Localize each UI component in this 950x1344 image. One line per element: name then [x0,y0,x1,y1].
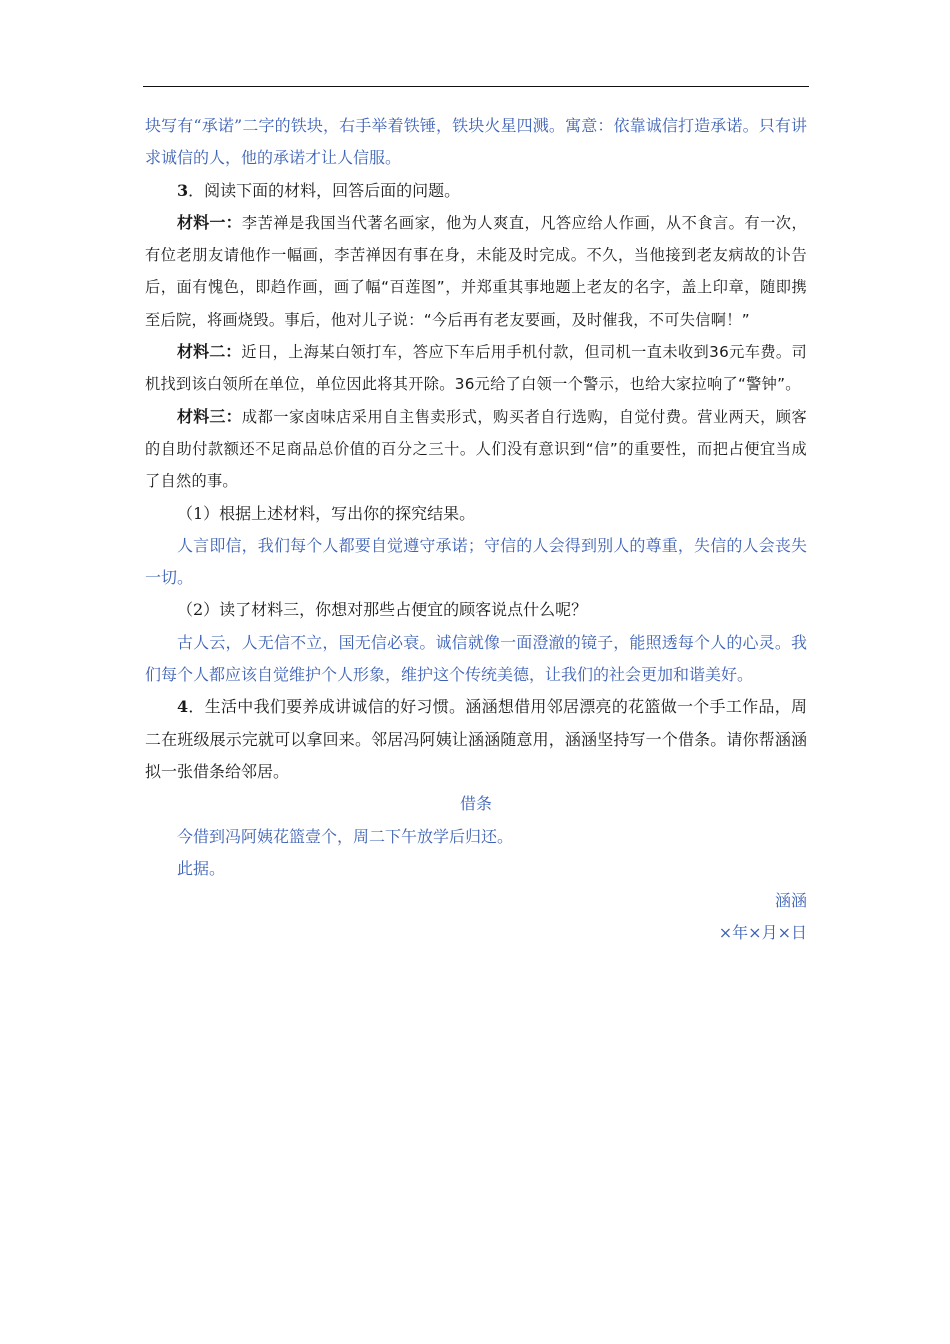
iou-closing: 此据。 [177,858,226,878]
material-3-text: 成都一家卤味店采用自主售卖形式，购买者自行选购，自觉付费。营业两天，顾客的自助付款额还不足商品总价值的百分之三十。人们没有意识到“信”的重要性，而把占便宜当成了自然的事。 [145,407,807,491]
subquestion-1: （1）根据上述材料，写出你的探究结果。 [177,503,476,523]
question-4-number: 4 [177,697,189,717]
material-2-label: 材料二： [177,342,242,362]
material-1-text: 李苦禅是我国当代著名画家，他为人爽直，凡答应给人作画，从不食言。有一次，有位老朋友请他作一幅画，李苦禅因有事在身，未能及时完成。不久，当他接到老友病故的讣告后，面有愧色，即趋作画，画了幅“百莲图”，并郑重其事地题上老友的名字，盖上印章，随即携至后院，将画烧毁。事后，他对儿子说：“今后再有老友要画，及时催我，不可失信啊！” [145,213,807,329]
subquestion-2-answer: 古人云，人无信不立，国无信必衰。诚信就像一面澄澈的镜子，能照透每个人的心灵。我们每个人都应该自觉维护个人形象，维护这个传统美德，让我们的社会更加和谐美好。 [145,632,807,685]
question-4-prompt [145,691,807,788]
question-3-number: 3 [177,180,189,200]
iou-signer: 涵涵 [774,891,807,911]
material-1-label: 材料一： [177,212,242,232]
question-4-text: ．生活中我们要养成讲诚信的好习惯。涵涵想借用邻居漂亮的花篮做一个手工作品，周二在班级展示完就可以拿回来。邻居冯阿姨让涵涵随意用，涵涵坚持写一个借条。请你帮涵涵拟一张借条给邻居。 [145,697,807,781]
header-rule [143,86,809,87]
iou-body: 今借到冯阿姨花篮壹个，周二下午放学后归还。 [177,826,514,846]
material-2 [145,336,807,401]
iou-date: ×年×月×日 [718,923,807,943]
page-content [145,110,807,950]
material-3 [145,401,807,498]
material-1 [145,207,807,336]
question-3-prompt [145,175,807,207]
subquestion-1-answer: 人言即信，我们每个人都要自觉遵守承诺；守信的人会得到别人的尊重，失信的人会丧失一切。 [145,535,807,588]
iou-title: 借条 [459,794,492,814]
question-3-text: ．阅读下面的材料，回答后面的问题。 [188,180,461,200]
material-3-label: 材料三： [177,406,242,426]
subquestion-2: （2）读了材料三，你想对那些占便宜的顾客说点什么呢？ [177,600,588,620]
previous-answer: 块写有“承诺”二字的铁块，右手举着铁锤，铁块火星四溅。寓意：依靠诚信打造承诺。只有讲求诚信的人，他的承诺才让人信服。 [145,116,807,168]
material-2-text: 近日，上海某白领打车，答应下车后用手机付款，但司机一直未收到36元车费。司机找到该白领所在单位，单位因此将其开除。36元给了白领一个警示，也给大家拉响了“警钟”。 [145,343,807,394]
